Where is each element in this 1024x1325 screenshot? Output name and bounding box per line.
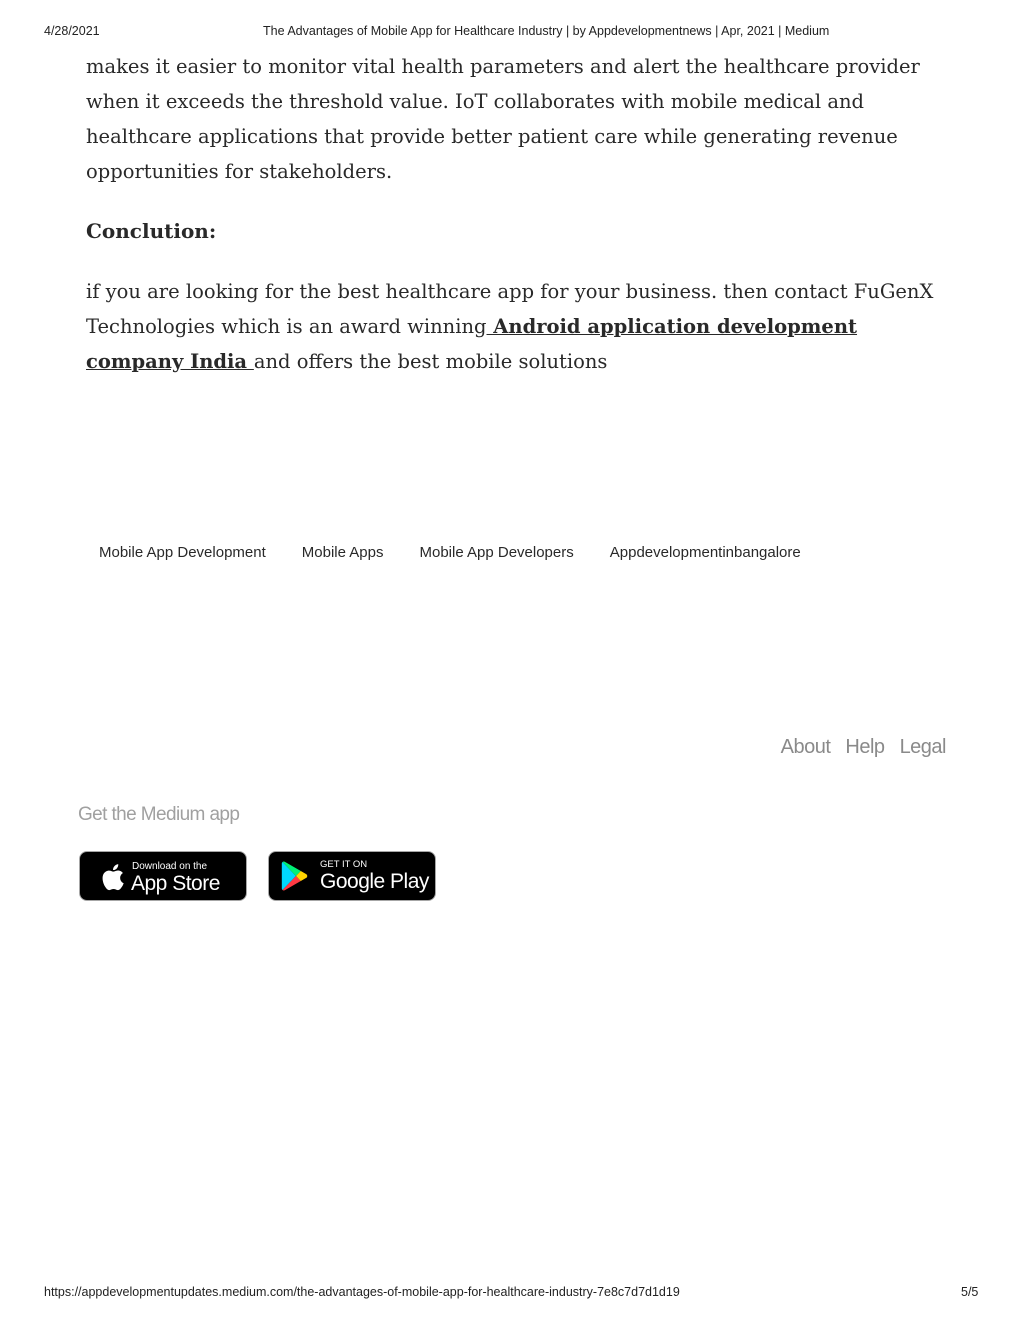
tag-list	[86, 538, 814, 567]
print-url: https://appdevelopmentupdates.medium.com/the-advantages-of-mobile-app-for-healthcare-industry-7e8c7d7d1d19	[44, 1285, 680, 1299]
section-heading: Conclution:	[86, 219, 217, 243]
paragraph-text: and offers the best mobile solutions	[253, 350, 608, 373]
legal-link[interactable]: Legal	[899, 736, 946, 758]
print-footer	[0, 1285, 1024, 1303]
about-link[interactable]: About	[780, 736, 831, 758]
android-development-link[interactable]: Android application development company India	[86, 315, 858, 373]
google-play-badge[interactable]	[268, 851, 436, 901]
paragraph-text: if you are looking for the best healthcare app for your business. then contact FuGenX Technologies which is an award winning	[86, 280, 934, 338]
print-header	[0, 24, 1024, 42]
page-number: 5/5	[961, 1285, 979, 1299]
print-date: 4/28/2021	[44, 24, 100, 38]
footer-links	[781, 736, 946, 759]
article-body	[86, 49, 946, 379]
apple-icon	[98, 862, 126, 892]
app-store-small-text: Download on the	[132, 861, 208, 872]
tag-mobile-app-developers[interactable]: Mobile App Developers	[419, 544, 574, 561]
tag-mobile-apps[interactable]: Mobile Apps	[301, 544, 384, 561]
google-play-big-text: Google Play	[320, 870, 429, 893]
tag-appdevelopmentinbangalore[interactable]: Appdevelopmentinbangalore	[609, 544, 801, 561]
get-app-label: Get the Medium app	[78, 804, 240, 825]
article-paragraph: makes it easier to monitor vital health parameters and alert the healthcare provider when it exceeds the threshold value. IoT collaborates with mobile medical and healthcare applications that provide better patient care while generating revenue opportunities for stakeholders.	[86, 55, 920, 183]
app-store-big-text: App Store	[131, 872, 220, 895]
google-play-icon	[281, 861, 309, 891]
tag-mobile-app-development[interactable]: Mobile App Development	[99, 544, 266, 561]
print-page-title: The Advantages of Mobile App for Healthcare Industry | by Appdevelopmentnews | Apr, 2021 | Medium	[263, 24, 830, 38]
app-store-badge[interactable]	[79, 851, 247, 901]
google-play-small-text: GET IT ON	[320, 859, 368, 870]
help-link[interactable]: Help	[845, 736, 885, 758]
article-paragraph	[86, 274, 946, 379]
